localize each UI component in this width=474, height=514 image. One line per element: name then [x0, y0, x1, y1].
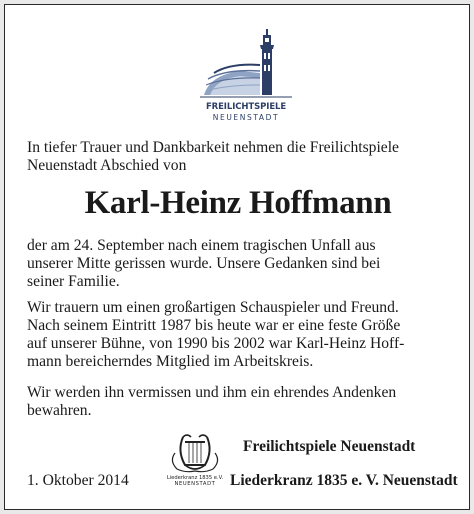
theatre-tower-icon [200, 23, 292, 103]
signature-liederkranz: Liederkranz 1835 e. V. Neuenstadt [230, 472, 458, 489]
liederkranz-emblem [165, 431, 225, 489]
deceased-name: Karl-Heinz Hoffmann [84, 185, 392, 221]
notice-date: 1. Oktober 2014 [27, 472, 129, 489]
obituary-notice [4, 4, 470, 510]
paragraph-remembrance: Wir werden ihn vermissen und ihm ein ehrendes Andenken bewahren. [27, 384, 397, 419]
freilichtspiele-logo [200, 23, 292, 127]
emblem-name: Liederkranz 1835 e.V. [166, 475, 224, 481]
signature-freilichtspiele: Freilichtspiele Neuenstadt [243, 438, 416, 455]
logo-title: FREILICHTSPIELE [205, 102, 287, 112]
paragraph-accident: der am 24. September nach einem tragischen Unfall aus unserer Mitte gerissen wurde. Unsere Gedanken sind bei seiner Familie. [27, 237, 381, 290]
lyre-icon [165, 431, 225, 475]
emblem-town: NEUENSTADT [174, 481, 216, 487]
intro-text: In tiefer Trauer und Dankbarkeit nehmen die Freilichtspiele Neuenstadt Abschied von [27, 139, 399, 174]
paragraph-tribute: Wir trauern um einen großartigen Schauspieler und Freund. Nach seinem Eintritt 1987 bis heute war er eine feste Größe auf unserer Bühne, von 1990 bis 2002 war Karl-Heinz Hoff- mann bereicherndes Mitglied im Arbeitskreis. [27, 299, 405, 370]
logo-subtitle: NEUENSTADT [212, 113, 280, 122]
